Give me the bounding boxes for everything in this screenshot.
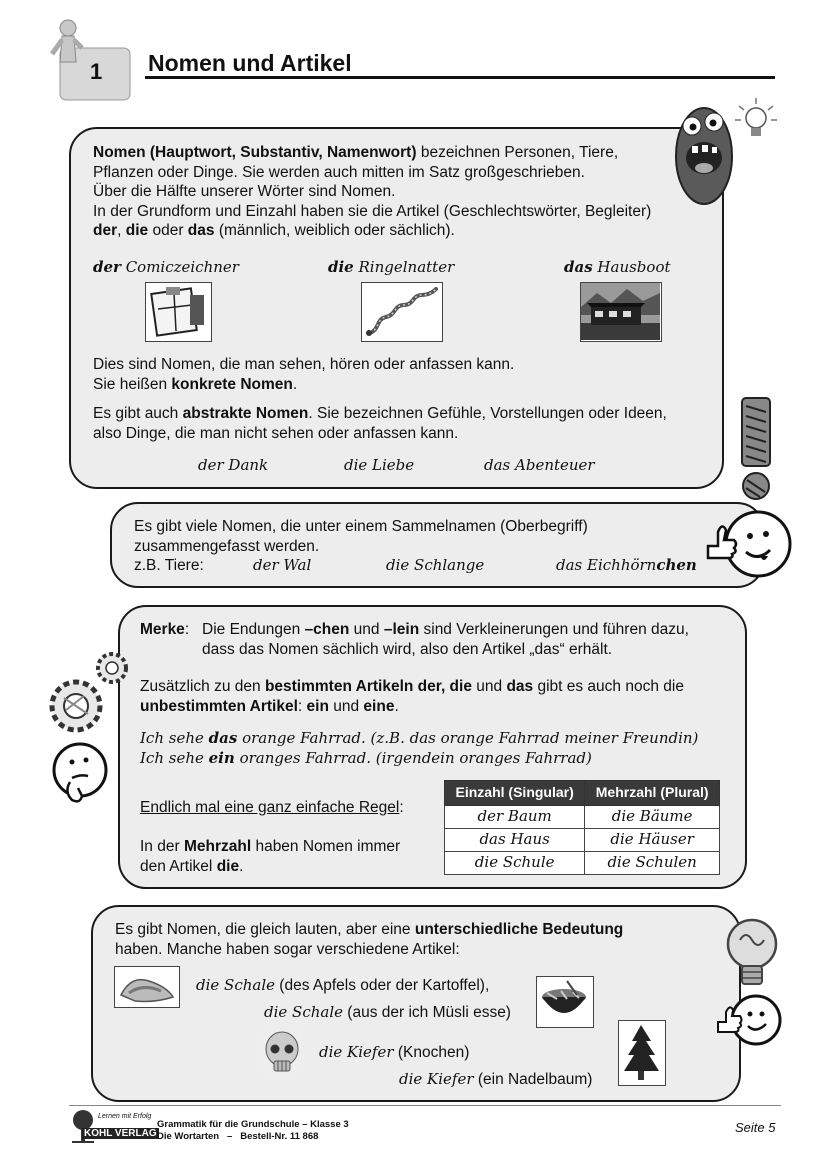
title-underline <box>145 76 775 79</box>
table-cell: die Bäume <box>585 806 720 829</box>
monster-mascot <box>668 100 740 210</box>
example-comiczeichner: der Comiczeichner <box>93 258 239 276</box>
bowl-image <box>536 976 594 1028</box>
articles-text: Zusätzlich zu den bestimmten Artikeln der, die und das gibt es auch noch die unbestimmten Artikel: ein und eine. <box>140 678 684 715</box>
peel-image <box>114 966 180 1008</box>
footer-book-info: Grammatik für die Grundschule – Klasse 3 Die Wortarten – Bestell-Nr. 11 868 <box>157 1119 349 1142</box>
pine-tree-icon <box>619 1021 664 1084</box>
table-header-plural: Mehrzahl (Plural) <box>585 781 720 806</box>
nomen-definition-text: Nomen (Hauptwort, Substantiv, Namenwort) bezeichnen Personen, Tiere, Pflanzen oder Dinge. Sie werden auch mitten im Satz großgeschrieben. Über die Hälfte unserer Wörter sind Nomen. In der Grundform und Einzahl haben sie die Artikel (Geschlechtswörter, Begleiter) der, die oder das (männlich, weiblich oder sächlich). <box>93 144 652 239</box>
peel-icon <box>115 967 178 1006</box>
singular-plural-table <box>444 780 720 875</box>
concrete-nouns-text: Dies sind Nomen, die man sehen, hören oder anfassen kann. Sie heißen konkrete Nomen. <box>93 356 515 393</box>
table-row <box>445 806 720 829</box>
thinking-smiley-icon <box>50 742 110 808</box>
smiley-thumbs-up-icon <box>702 502 794 582</box>
monster-icon <box>668 100 740 210</box>
article-example-das: Ich sehe das orange Fahrrad. (z.B. das orange Fahrrad meiner Freundin) <box>140 729 699 747</box>
logo-tagline: Lernen mit Erfolg <box>98 1113 152 1120</box>
collective-example-label: z.B. Tiere: <box>134 557 204 574</box>
page-number: Seite 5 <box>735 1120 776 1135</box>
skull-image <box>262 1029 302 1079</box>
abstract-example-liebe: die Liebe <box>344 456 415 474</box>
merke-label: Merke: <box>140 621 190 638</box>
table-cell: die Häuser <box>585 829 720 852</box>
comic-image <box>145 282 212 342</box>
snake-image <box>361 282 443 342</box>
homonyms-text: Es gibt Nomen, die gleich lauten, aber eine unterschiedliche Bedeutung haben. Manche haben sogar verschiedene Artikel: <box>115 921 624 958</box>
plural-rule-title: Endlich mal eine ganz einfache Regel: <box>140 799 404 816</box>
table-header-singular: Einzahl (Singular) <box>445 781 585 806</box>
exclamation-icon <box>738 396 774 502</box>
homonym-kiefer-tree: die Kiefer (ein Nadelbaum) <box>399 1070 593 1088</box>
merke-text: Die Endungen –chen und –lein sind Verkleinerungen und führen dazu, dass das Nomen sächlich wird, also den Artikel „das“ erhält. <box>202 621 689 658</box>
table-cell: die Schulen <box>585 852 720 875</box>
publisher-logo <box>68 1110 157 1150</box>
example-ringelnatter: die Ringelnatter <box>328 258 455 276</box>
collective-example-schlange: die Schlange <box>386 556 485 574</box>
lightbulb-mascot <box>716 916 788 1052</box>
thinking-smiley <box>50 742 110 808</box>
snake-icon <box>362 283 441 340</box>
collective-example-eichhoernchen: das Eichhörnchen <box>556 556 697 574</box>
table-header-row <box>445 781 720 806</box>
skull-icon <box>262 1029 302 1079</box>
lightbulb-icon <box>735 96 777 146</box>
table-cell: der Baum <box>445 806 585 829</box>
lightbulb-thumbs-up-icon <box>716 916 788 1052</box>
chapter-number: 1 <box>90 59 103 84</box>
collective-nouns-text: Es gibt viele Nomen, die unter einem Sammelnamen (Oberbegriff) zusammengefasst werden. <box>134 518 588 555</box>
abstract-example-dank: der Dank <box>198 456 269 474</box>
table-row <box>445 852 720 875</box>
article-example-ein: Ich sehe ein oranges Fahrrad. (irgendein oranges Fahrrad) <box>140 749 592 767</box>
homonym-kiefer-bone: die Kiefer (Knochen) <box>319 1043 470 1061</box>
abstract-example-abenteuer: das Abenteuer <box>484 456 595 474</box>
chapter-badge <box>46 18 136 102</box>
houseboat-icon <box>581 283 660 340</box>
plural-rule-text: In der Mehrzahl haben Nomen immer den Artikel die. <box>140 838 401 875</box>
pine-tree-image <box>618 1020 666 1086</box>
comic-panel-icon <box>146 283 210 340</box>
houseboat-image <box>580 282 662 342</box>
logo-name: KOHL VERLAG <box>84 1128 157 1139</box>
collective-example-wal: der Wal <box>253 556 312 574</box>
bowl-icon <box>537 977 592 1026</box>
idea-lightbulb <box>735 96 777 146</box>
homonym-schale-peel: die Schale (des Apfels oder der Kartoffel), <box>196 976 490 994</box>
gears-icon <box>44 646 128 740</box>
footer-divider <box>69 1105 781 1106</box>
example-hausboot: das Hausboot <box>564 258 671 276</box>
table-row <box>445 829 720 852</box>
exclamation-mark <box>738 396 774 502</box>
gears-decoration <box>44 646 128 740</box>
thumbs-up-smiley <box>702 502 794 582</box>
abstract-nouns-text: Es gibt auch abstrakte Nomen. Sie bezeichnen Gefühle, Vorstellungen oder Ideen, also Dinge, die man nicht sehen oder anfassen kann. <box>93 405 667 442</box>
page-title: Nomen und Artikel <box>148 50 352 76</box>
table-cell: das Haus <box>445 829 585 852</box>
definition-term: Nomen (Hauptwort, Substantiv, Namenwort) <box>93 144 417 161</box>
homonym-schale-bowl: die Schale (aus der ich Müsli esse) <box>264 1003 511 1021</box>
table-cell: die Schule <box>445 852 585 875</box>
